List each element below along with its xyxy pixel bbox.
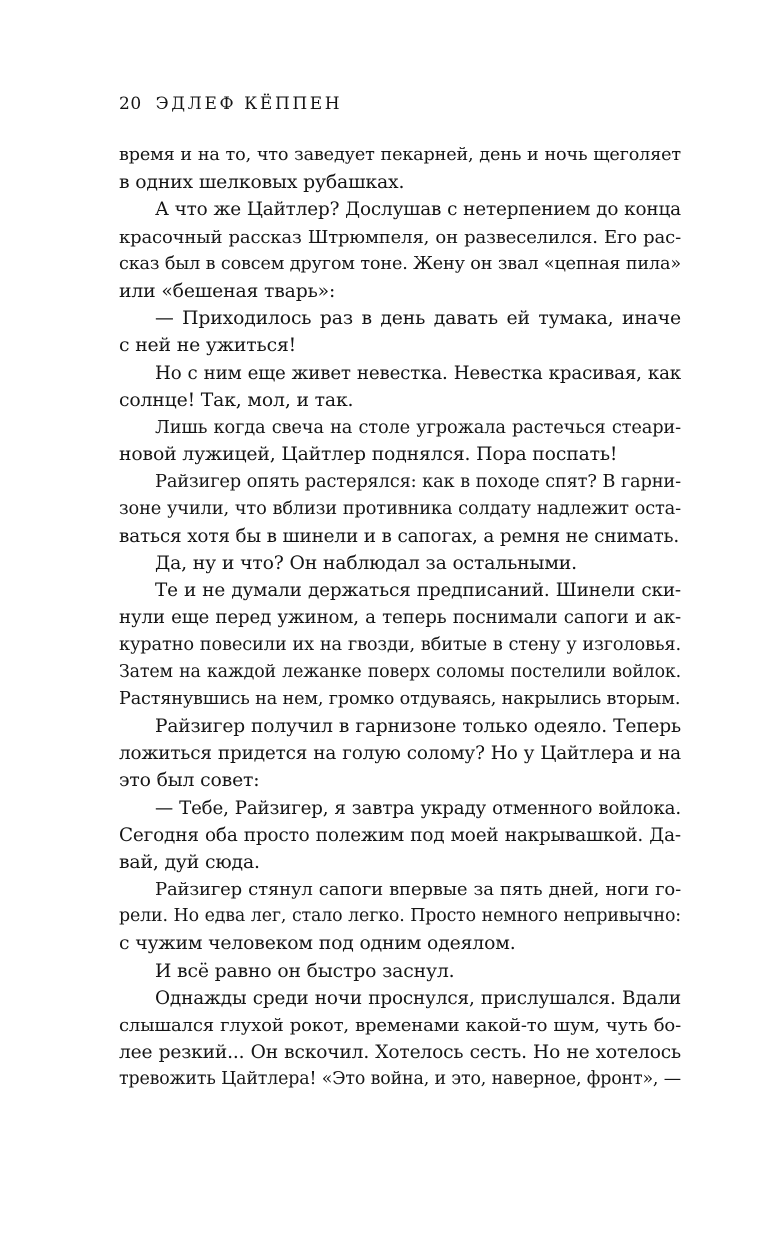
page-number: 20 bbox=[119, 94, 142, 114]
text-line: новой лужицей, Цайтлер поднялся. Пора поспать! bbox=[119, 444, 618, 466]
text-line: Райзигер получил в гарнизоне только одеяло. Теперь bbox=[155, 715, 681, 737]
body-text bbox=[119, 142, 681, 1094]
text-line: Однажды среди ночи проснулся, прислушался. Вдали bbox=[155, 987, 681, 1009]
text-line: солнце! Так, мол, и так. bbox=[119, 389, 354, 411]
text-line: Затем на каждой лежанке поверх соломы постелили войлок. bbox=[119, 661, 681, 682]
text-line: время и на то, что заведует пекарней, день и ночь щеголяет bbox=[119, 145, 681, 165]
text-line: красочный рассказ Штрюмпеля, он развеселился. Его рас- bbox=[119, 226, 681, 248]
running-head bbox=[119, 92, 342, 116]
text-line: сказ был в совсем другом тоне. Жену он звал «цепная пила» bbox=[119, 253, 681, 274]
text-line: или «бешеная тварь»: bbox=[119, 280, 336, 302]
text-line: с ней не ужиться! bbox=[119, 335, 297, 357]
text-line: слышался глухой рокот, временами какой-то шум, чуть бо- bbox=[119, 1015, 681, 1036]
text-line: с чужим человеком под одним одеялом. bbox=[119, 933, 516, 955]
text-line: — Тебе, Райзигер, я завтра украду отменного войлока. bbox=[155, 797, 681, 819]
text-line: рели. Но едва лег, стало легко. Просто немного непривычно: bbox=[119, 906, 681, 927]
text-line: Лишь когда свеча на столе угрожала растечься стеари- bbox=[155, 416, 681, 438]
text-line: лее резкий... Он вскочил. Хотелось сесть. Но не хотелось bbox=[119, 1042, 681, 1064]
text-line: тревожить Цайтлера! «Это война, и это, наверное, фронт», — bbox=[119, 1069, 681, 1090]
text-line: Те и не думали держаться предписаний. Шинели ски- bbox=[155, 580, 681, 601]
text-line: зоне учили, что вблизи противника солдату надлежит оста- bbox=[119, 498, 681, 520]
text-line: ваться хотя бы в шинели и в сапогах, а ремня не снимать. bbox=[119, 525, 680, 547]
author-name: ЭДЛЕФ КЁППЕН bbox=[155, 94, 343, 114]
text-line: ложиться придется на голую солому? Но у Цайтлера и на bbox=[119, 743, 681, 765]
text-line: — Приходилось раз в день давать ей тумака, иначе bbox=[155, 308, 681, 330]
text-line: это был совет: bbox=[119, 770, 260, 792]
text-line: нули еще перед ужином, а теперь поснимали сапоги и ак- bbox=[119, 607, 681, 629]
text-line: вай, дуй сюда. bbox=[119, 851, 260, 873]
text-line: Райзигер опять растерялся: как в походе спят? В гарни- bbox=[155, 471, 681, 493]
text-line: Сегодня оба просто полежим под моей накрывашкой. Да- bbox=[119, 824, 681, 846]
text-line: А что же Цайтлер? Дослушав с нетерпением до конца bbox=[155, 199, 681, 221]
text-line: в одних шелковых рубашках. bbox=[119, 172, 405, 194]
text-line: И всё равно он быстро заснул. bbox=[155, 960, 455, 982]
text-line: Растянувшись на нем, громко отдуваясь, накрылись вторым. bbox=[119, 688, 681, 709]
text-line: Но с ним еще живет невестка. Невестка красивая, как bbox=[155, 362, 681, 384]
text-line: куратно повесили их на гвозди, вбитые в стену у изголовья. bbox=[119, 634, 681, 656]
text-line: Да, ну и что? Он наблюдал за остальными. bbox=[155, 552, 577, 574]
text-line: Райзигер стянул сапоги впервые за пять дней, ноги го- bbox=[155, 879, 681, 901]
